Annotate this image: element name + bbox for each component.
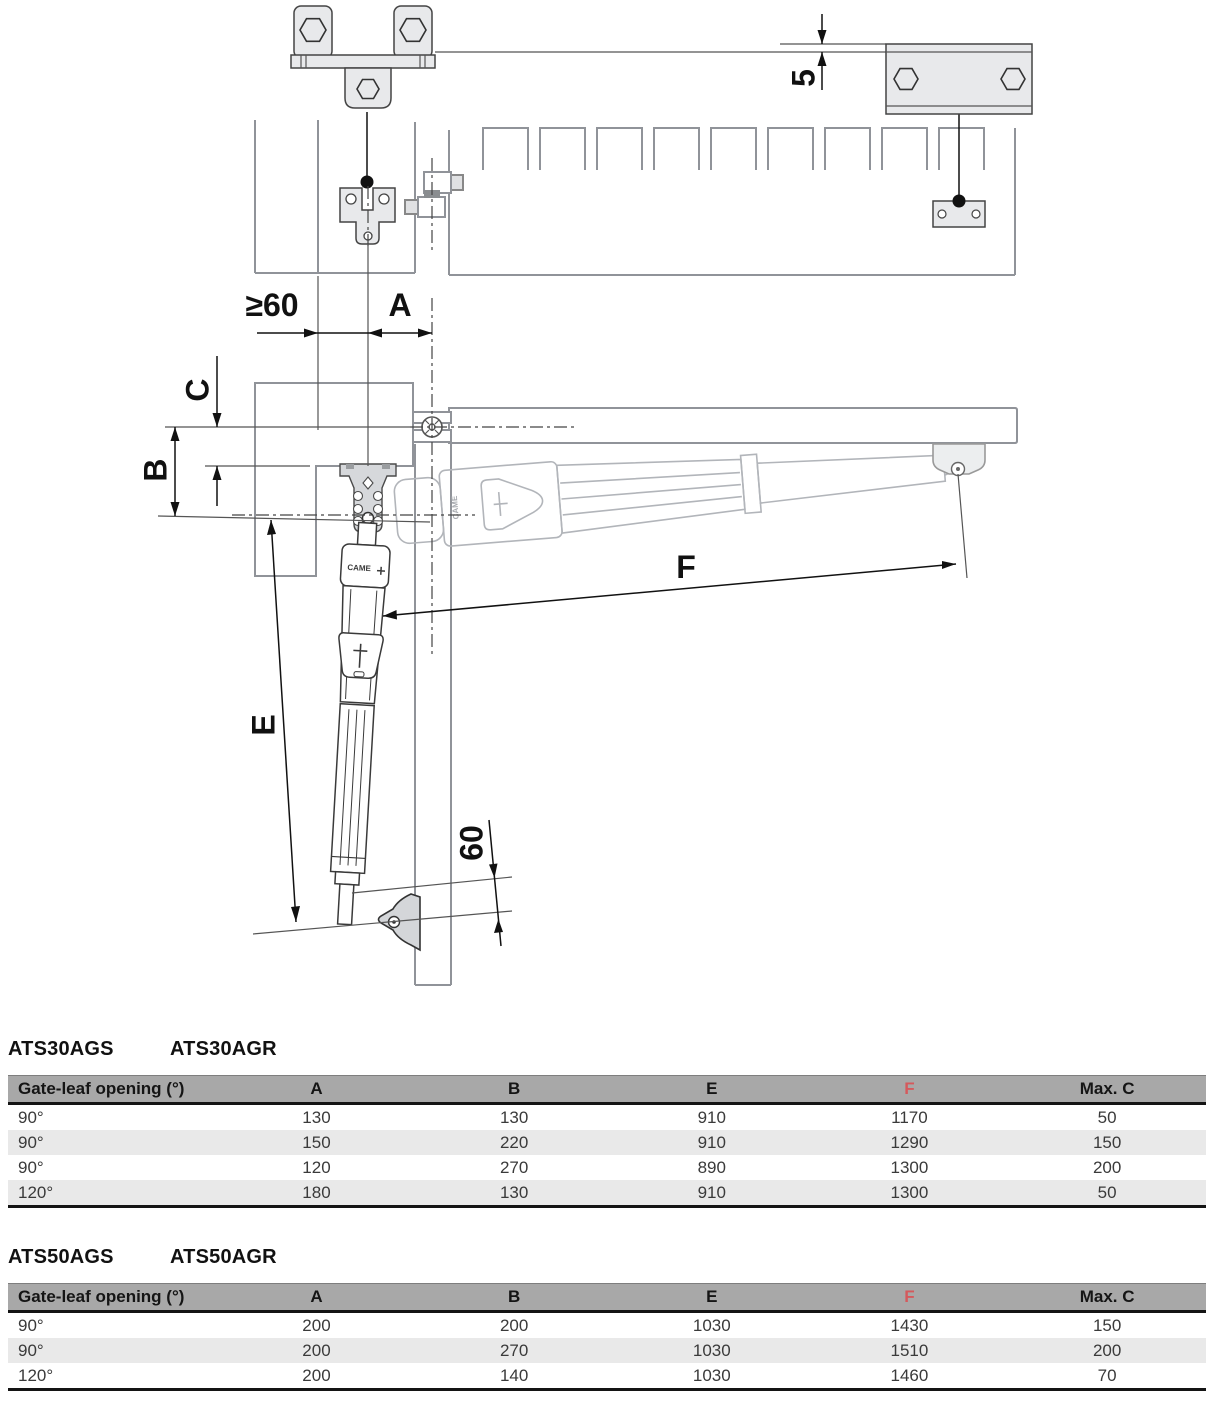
front-bracket-detail: [291, 6, 435, 108]
model-name: ATS30AGS: [8, 1038, 114, 1060]
col-header: Max. C: [1008, 1076, 1206, 1104]
table-row: 90° 150 220 910 1290 150: [8, 1130, 1206, 1155]
gate-bars: [483, 128, 984, 170]
model-titles: [8, 1030, 1206, 1061]
leader-dot: [361, 176, 374, 189]
model-name: ATS50AGS: [8, 1246, 114, 1268]
actuator-open-position: [393, 429, 958, 550]
brand-logo: CAME: [347, 562, 372, 574]
model-titles: [8, 1238, 1206, 1269]
gate-leaf-closed: [449, 408, 1017, 443]
rear-plate-detail: [435, 44, 1032, 114]
rear-bracket-front-view: [340, 464, 396, 532]
brand-logo: CAME: [449, 495, 461, 520]
dim-label-min60: ≥60: [245, 287, 299, 323]
table-row: 90° 130 130 910 1170 50: [18, 1107, 1117, 1127]
model-name: ATS50AGR: [170, 1246, 277, 1268]
col-header: E: [613, 1284, 811, 1312]
dimension-60: [352, 820, 512, 946]
dim-label-5: 5: [785, 69, 822, 87]
pivot-pin-icon: [363, 513, 374, 524]
table-header-row: [8, 1076, 1206, 1104]
ats30-section: [8, 1030, 1206, 1208]
dimension-min60-and-a: [245, 244, 432, 466]
dim-label-f: F: [676, 549, 696, 585]
col-header: Max. C: [1008, 1284, 1206, 1312]
leader-dot: [953, 195, 966, 208]
col-header-f: F: [811, 1076, 1009, 1104]
pillar-front-view: [255, 383, 413, 576]
dim-label-b: B: [137, 458, 174, 482]
gate-leaf-top-view: [449, 128, 1015, 275]
ats50-dimensions-table: [8, 1283, 1206, 1391]
dim-label-e: E: [245, 714, 282, 736]
dim-label-60: 60: [453, 825, 490, 861]
actuator-closed-position: [321, 522, 392, 926]
table-row: 90° 200 200 1030 1430 150: [18, 1315, 1122, 1335]
col-header: B: [415, 1284, 613, 1312]
col-header: B: [415, 1076, 613, 1104]
col-header: Gate-leaf opening (°): [8, 1076, 218, 1104]
front-attachment-bracket: [933, 444, 985, 476]
table-row: 120° 200 140 1030 1460 70: [18, 1365, 1117, 1385]
col-header: A: [218, 1076, 416, 1104]
col-header-f: F: [811, 1284, 1009, 1312]
hinge-top-view: [405, 172, 463, 217]
col-header: E: [613, 1076, 811, 1104]
dimension-f: [383, 474, 967, 620]
col-header: Gate-leaf opening (°): [8, 1284, 218, 1312]
table-row: 90° 200 270 1030 1510 200: [8, 1338, 1206, 1363]
dim-label-a: A: [388, 287, 412, 323]
col-header: A: [218, 1284, 416, 1312]
dim-label-c: C: [179, 378, 216, 402]
ats30-dimensions-table: [8, 1075, 1206, 1208]
table-row: 120° 180 130 910 1300 50: [8, 1180, 1206, 1207]
ats50-section: [8, 1238, 1206, 1391]
model-name: ATS30AGR: [170, 1038, 277, 1060]
table-header-row: [8, 1284, 1206, 1312]
table-row: 90° 120 270 890 1300 200: [18, 1157, 1122, 1177]
